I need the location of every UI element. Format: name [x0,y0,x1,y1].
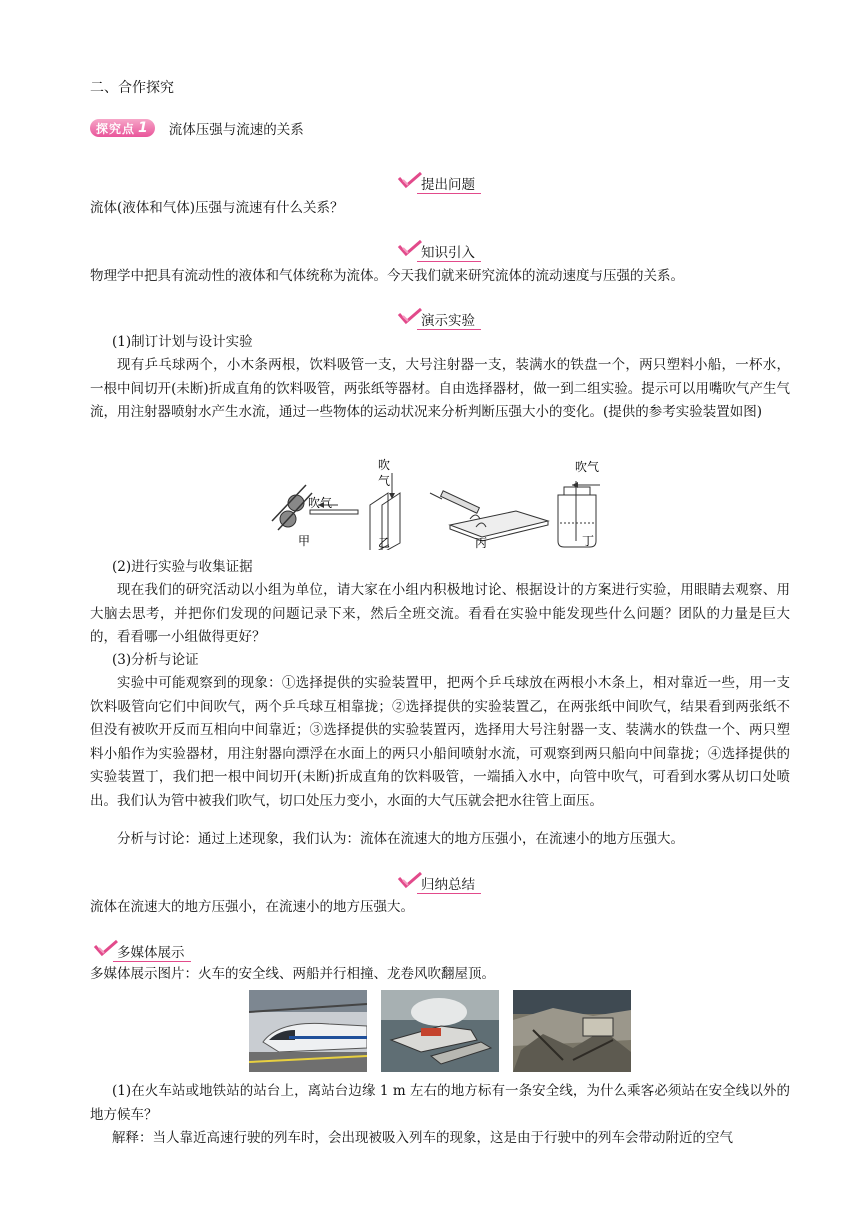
apparatus-c [430,491,548,550]
explore-point-title: 流体压强与流速的关系 [168,122,304,138]
exp-heading-3: (3)分析与论证 [112,652,199,668]
tag-check-icon [397,870,423,892]
exp-heading-2: (2)进行实验与收集证据 [112,559,253,575]
tag-check-icon [93,938,119,960]
label-b: 乙 [378,536,391,550]
explore-point-number: 1 [138,120,149,136]
photo-ships-collision [381,990,499,1072]
experiment-apparatus-figure [270,455,620,550]
photo-tornado-roof [513,990,631,1072]
label-blow-air-d: 吹气 [575,460,600,474]
exp-paragraph-3: 实验中可能观察到的现象：①选择提供的实验装置甲，把两个乒乓球放在两根小木条上，相对靠近一些，用一支饮料吸管向它们中间吹气，两个乒乓球互相靠拢；②选择提供的实验装置乙，在两张纸中间吹气，结果看到两张纸不但没有被吹开反而互相向中间靠近；③选择提供的实验装置丙，选择用大号注射器一支、装满水的铁盘一个、两只塑料小船作为实验器材，用注射器向漂浮在水面上的两只小船间喷射水流，可观察到两只船向中间靠拢；④选择提供的实验装置丁，我们把一根中间切开(未断)折成直角的饮料吸管，一端插入水中，向管中吹气，可看到水雾从切口处喷出。我们认为管中被我们吹气，切口处压力变小，水面的大气压就会把水往管上面压。 [90,675,790,809]
media-answer-1: 解释：当人靠近高速行驶的列车时，会出现被吸入列车的现象，这是由于行驶中的列车会带动附近的空气 [112,1130,733,1146]
apparatus-a [272,485,358,548]
apparatus-d [558,459,600,548]
tag-check-icon [397,170,423,192]
exp-paragraph-2: 现在我们的研究活动以小组为单位，请大家在小组内积极地讨论、根据设计的方案进行实验，用眼睛去观察、用大脑去思考，并把你们发现的问题记录下来，然后全班交流。看看在实验中能发现些什么问题？团队的力量是巨大的，看看哪一小组做得更好？ [90,582,790,645]
intro-text: 物理学中把具有流动性的液体和气体统称为流体。今天我们就来研究流体的流动速度与压强的关系。 [90,268,684,284]
label-blow-b: 吹 [378,458,391,472]
tag-knowledge-intro: 知识引入 [421,241,475,261]
label-c: 丙 [475,536,488,550]
tag-raise-question: 提出问题 [421,173,475,193]
media-question-1: (1)在火车站或地铁站的站台上，离站台边缘 1 m 左右的地方标有一条安全线，为什么乘客必须站在安全线以外的地方候车？ [90,1083,790,1123]
tag-demo-experiment: 演示实验 [421,309,475,329]
tag-summary: 归纳总结 [421,873,475,893]
exp-heading-1: (1)制订计划与设计实验 [112,334,253,350]
label-d: 丁 [582,534,595,548]
tag-check-icon [397,238,423,260]
label-a: 甲 [298,534,311,548]
label-blow-air-a: 吹气 [308,496,333,510]
exp-paragraph-4: 分析与讨论：通过上述现象，我们认为：流体在流速大的地方压强小，在流速小的地方压强大。 [117,831,684,847]
label-air-b: 气 [378,474,391,488]
tag-check-icon [397,306,423,328]
tag-multimedia: 多媒体展示 [117,941,185,961]
apparatus-b [370,458,400,550]
media-text: 多媒体展示图片：火车的安全线、两船并行相撞、龙卷风吹翻屋顶。 [90,966,495,982]
explore-point-header [90,117,304,139]
explore-point-badge: 探究点 1 [90,119,155,137]
photo-train-safety-line [249,990,367,1072]
exp-paragraph-1: 现有乒乓球两个，小木条两根，饮料吸管一支，大号注射器一支，装满水的铁盘一个，两只塑料小船，一杯水，一根中间切开(未断)折成直角的饮料吸管，两张纸等器材。自由选择器材，做一到二组实验。提示可以用嘴吹气产生气流，用注射器喷射水产生水流，通过一些物体的运动状况来分析判断压强大小的变化。(提供的参考实验装置如图) [90,357,790,420]
summary-text: 流体在流速大的地方压强小，在流速小的地方压强大。 [90,899,414,915]
section-title: 二、合作探究 [90,80,174,96]
question-text: 流体(液体和气体)压强与流速有什么关系？ [90,200,344,216]
